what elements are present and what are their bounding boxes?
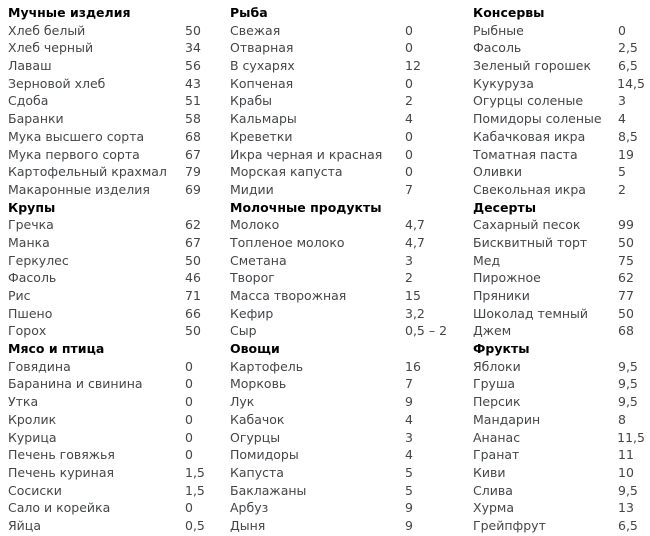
food-value: 0 xyxy=(185,358,193,374)
food-value: 56 xyxy=(185,58,201,74)
food-name: Помидоры соленые xyxy=(473,111,602,127)
food-value: 12 xyxy=(405,58,421,74)
food-value: 0 xyxy=(405,164,413,180)
section-title: Консервы xyxy=(473,5,545,20)
section-header-row xyxy=(230,340,460,358)
food-value: 77 xyxy=(618,288,634,303)
food-name: Хлеб белый xyxy=(8,22,86,38)
food-row xyxy=(230,75,460,93)
food-name: Креветки xyxy=(230,128,293,144)
food-name: Икра черная и красная xyxy=(230,146,383,162)
food-row xyxy=(473,269,645,287)
table-column-1 xyxy=(8,4,226,535)
food-row xyxy=(473,446,645,464)
food-name: Топленое молоко xyxy=(230,234,345,250)
food-row xyxy=(8,92,226,110)
food-value: 0 xyxy=(185,376,193,392)
section-title: Мясо и птица xyxy=(8,341,105,357)
food-name: Кабачковая икра xyxy=(473,128,586,144)
food-value: 13 xyxy=(618,500,634,516)
food-value: 15 xyxy=(405,288,421,303)
food-value: 4 xyxy=(405,111,413,127)
food-value: 34 xyxy=(185,40,201,56)
food-name: Кальмары xyxy=(230,111,297,127)
food-name: Молоко xyxy=(230,217,280,233)
food-row xyxy=(473,22,645,40)
food-value: 67 xyxy=(185,146,201,162)
food-value: 2 xyxy=(405,270,413,286)
food-value: 5 xyxy=(405,464,413,480)
food-name: Сахарный песок xyxy=(473,217,581,233)
food-value: 9,5 xyxy=(618,482,638,498)
food-row xyxy=(473,411,645,429)
food-row xyxy=(8,446,226,464)
food-value: 10 xyxy=(618,464,634,480)
food-value: 0 xyxy=(185,447,193,463)
food-name: Фасоль xyxy=(8,270,57,286)
food-value: 68 xyxy=(185,128,201,144)
food-value: 4,7 xyxy=(405,234,425,250)
food-name: Говядина xyxy=(8,358,71,374)
food-value: 1,5 xyxy=(185,464,205,480)
food-row xyxy=(473,375,645,393)
food-name: Оливки xyxy=(473,164,522,180)
section-header-row xyxy=(8,4,226,22)
food-name: Пряники xyxy=(473,288,530,303)
food-row xyxy=(473,499,645,517)
food-name: Копченая xyxy=(230,75,294,91)
food-value: 9 xyxy=(405,517,413,533)
section-header-row xyxy=(473,340,645,358)
food-name: Печень куриная xyxy=(8,464,115,480)
food-row xyxy=(8,499,226,517)
food-row xyxy=(473,163,645,181)
food-name: Кабачок xyxy=(230,411,285,427)
food-row xyxy=(230,163,460,181)
food-row xyxy=(230,429,460,447)
food-value: 6,5 xyxy=(618,58,638,74)
food-row xyxy=(8,110,226,128)
food-row xyxy=(230,252,460,270)
food-row xyxy=(8,146,226,164)
food-row xyxy=(473,128,645,146)
food-value: 50 xyxy=(185,323,201,339)
food-row xyxy=(8,75,226,93)
food-row xyxy=(230,128,460,146)
food-row xyxy=(8,464,226,482)
food-row xyxy=(230,411,460,429)
food-row xyxy=(230,92,460,110)
food-name: Киви xyxy=(473,464,506,480)
section-title: Крупы xyxy=(8,199,56,215)
food-name: Арбуз xyxy=(230,500,269,516)
food-value: 0 xyxy=(185,394,193,410)
food-value: 50 xyxy=(185,22,201,38)
food-name: Груша xyxy=(473,376,516,392)
food-row xyxy=(8,252,226,270)
food-name: Сметана xyxy=(230,252,287,268)
food-name: Кефир xyxy=(230,305,274,321)
food-name: Шоколад темный xyxy=(473,305,589,321)
food-name: Мидии xyxy=(230,181,274,197)
food-row xyxy=(230,305,460,323)
food-row xyxy=(473,287,645,305)
food-value: 50 xyxy=(185,252,201,268)
food-name: Курица xyxy=(8,429,57,445)
food-row xyxy=(8,393,226,411)
food-row xyxy=(473,234,645,252)
food-value: 0 xyxy=(405,22,413,38)
food-row xyxy=(473,75,645,93)
food-row xyxy=(230,499,460,517)
food-row xyxy=(8,517,226,535)
food-value: 3 xyxy=(405,252,413,268)
food-name: Мука первого сорта xyxy=(8,146,140,162)
section-title: Молочные продукты xyxy=(230,199,382,215)
food-row xyxy=(473,322,645,340)
food-row xyxy=(230,181,460,199)
food-row xyxy=(8,429,226,447)
food-name: Яблоки xyxy=(473,358,521,374)
food-row xyxy=(230,287,460,305)
food-value: 4 xyxy=(618,111,626,127)
food-value: 4 xyxy=(405,447,413,463)
food-name: Свежая xyxy=(230,22,281,38)
food-name: Лаваш xyxy=(8,58,52,74)
food-value: 0,5 xyxy=(185,517,205,533)
food-value: 50 xyxy=(618,305,634,321)
food-value: 5 xyxy=(618,164,626,180)
food-row xyxy=(230,464,460,482)
section-title: Рыба xyxy=(230,5,268,20)
food-value: 19 xyxy=(618,146,634,162)
food-row xyxy=(230,322,460,340)
section-title: Фрукты xyxy=(473,341,530,357)
food-row xyxy=(8,411,226,429)
food-name: Мандарин xyxy=(473,411,541,427)
food-name: Пшено xyxy=(8,305,53,321)
food-name: Утка xyxy=(8,394,39,410)
food-name: Огурцы соленые xyxy=(473,93,584,109)
food-row xyxy=(8,287,226,305)
food-row xyxy=(8,39,226,57)
food-value: 50 xyxy=(618,234,634,250)
food-value: 4,7 xyxy=(405,217,425,233)
food-value: 9,5 xyxy=(618,358,638,374)
food-name: Помидоры xyxy=(230,447,299,463)
food-row xyxy=(8,216,226,234)
food-value: 9 xyxy=(405,394,413,410)
food-name: Дыня xyxy=(230,517,266,533)
food-name: Персик xyxy=(473,394,521,410)
food-row xyxy=(230,393,460,411)
food-row xyxy=(230,234,460,252)
food-row xyxy=(8,22,226,40)
food-value: 46 xyxy=(185,270,201,286)
food-value: 0 xyxy=(618,22,626,38)
food-value: 69 xyxy=(185,181,201,197)
section-title: Овощи xyxy=(230,341,280,357)
food-name: Сосиски xyxy=(8,482,62,498)
food-value: 0 xyxy=(405,128,413,144)
food-name: Бисквитный торт xyxy=(473,234,588,250)
food-name: Рыбные xyxy=(473,22,524,38)
section-header-row xyxy=(8,340,226,358)
food-row xyxy=(8,482,226,500)
food-row xyxy=(230,57,460,75)
food-value: 7 xyxy=(405,376,413,392)
food-row xyxy=(473,305,645,323)
food-value: 66 xyxy=(185,305,201,321)
food-row xyxy=(8,358,226,376)
food-row xyxy=(230,146,460,164)
food-value: 62 xyxy=(618,270,634,286)
food-value: 79 xyxy=(185,164,201,180)
food-row xyxy=(8,305,226,323)
food-value: 0 xyxy=(185,411,193,427)
food-value: 4 xyxy=(405,411,413,427)
food-row xyxy=(230,39,460,57)
food-name: Баранина и свинина xyxy=(8,376,143,392)
food-value: 2 xyxy=(405,93,413,109)
food-value: 3,2 xyxy=(405,305,425,321)
food-name: Отварная xyxy=(230,40,294,56)
food-value: 16 xyxy=(405,358,421,374)
food-name: Масса творожная xyxy=(230,288,347,303)
food-row xyxy=(473,358,645,376)
food-value: 0 xyxy=(405,146,413,162)
table-column-3 xyxy=(473,4,645,535)
section-title: Десерты xyxy=(473,199,536,215)
food-name: Баранки xyxy=(8,111,64,127)
food-value: 8,5 xyxy=(618,128,638,144)
food-name: Джем xyxy=(473,323,512,339)
food-name: В сухарях xyxy=(230,58,295,74)
food-value: 62 xyxy=(185,217,201,233)
food-row xyxy=(8,128,226,146)
food-name: Сдоба xyxy=(8,93,49,109)
food-row xyxy=(230,358,460,376)
food-value: 7 xyxy=(405,181,413,197)
food-row xyxy=(230,482,460,500)
food-row xyxy=(230,446,460,464)
food-value: 0 xyxy=(185,429,193,445)
food-row xyxy=(8,57,226,75)
food-name: Фасоль xyxy=(473,40,522,56)
food-row xyxy=(473,464,645,482)
food-value: 0 xyxy=(185,500,193,516)
food-row xyxy=(473,429,645,447)
food-value: 6,5 xyxy=(618,517,638,533)
food-row xyxy=(8,234,226,252)
food-name: Макаронные изделия xyxy=(8,181,150,197)
food-name: Гранат xyxy=(473,447,520,463)
food-name: Слива xyxy=(473,482,513,498)
food-name: Капуста xyxy=(230,464,284,480)
food-name: Пирожное xyxy=(473,270,541,286)
food-name: Зеленый горошек xyxy=(473,58,591,74)
food-row xyxy=(473,181,645,199)
food-row xyxy=(230,517,460,535)
food-value: 2,5 xyxy=(618,40,638,56)
food-name: Картофель xyxy=(230,358,304,374)
food-value: 58 xyxy=(185,111,201,127)
food-value: 75 xyxy=(618,252,634,268)
food-row xyxy=(230,22,460,40)
food-row xyxy=(8,163,226,181)
food-value: 9,5 xyxy=(618,376,638,392)
food-row xyxy=(230,216,460,234)
food-name: Кролик xyxy=(8,411,57,427)
food-name: Хлеб черный xyxy=(8,40,94,56)
food-row xyxy=(473,482,645,500)
food-name: Горох xyxy=(8,323,47,339)
food-row xyxy=(230,110,460,128)
food-row xyxy=(473,92,645,110)
food-name: Гречка xyxy=(8,217,54,233)
section-header-row xyxy=(230,199,460,217)
food-value: 11,5 xyxy=(617,429,645,445)
food-name: Томатная паста xyxy=(473,146,578,162)
food-value: 99 xyxy=(618,217,634,233)
food-name: Огурцы xyxy=(230,429,281,445)
food-row xyxy=(8,269,226,287)
food-name: Зерновой хлеб xyxy=(8,75,106,91)
food-value: 67 xyxy=(185,234,201,250)
food-value: 68 xyxy=(618,323,634,339)
food-value: 8 xyxy=(618,411,626,427)
food-value: 5 xyxy=(405,482,413,498)
food-name: Яйца xyxy=(8,517,41,533)
food-row xyxy=(473,393,645,411)
food-row xyxy=(473,216,645,234)
food-name: Морковь xyxy=(230,376,287,392)
food-value: 14,5 xyxy=(617,75,645,91)
food-row xyxy=(473,252,645,270)
food-name: Картофельный крахмал xyxy=(8,164,167,180)
food-row xyxy=(473,146,645,164)
food-name: Лук xyxy=(230,394,255,410)
food-row xyxy=(230,375,460,393)
food-row xyxy=(8,322,226,340)
food-name: Крабы xyxy=(230,93,273,109)
food-name: Кукуруза xyxy=(473,75,534,91)
food-name: Сало и корейка xyxy=(8,500,111,516)
food-value: 71 xyxy=(185,288,201,303)
section-header-row xyxy=(230,4,460,22)
food-value: 3 xyxy=(405,429,413,445)
food-value: 3 xyxy=(618,93,626,109)
food-name: Грейпфрут xyxy=(473,517,546,533)
food-value: 0 xyxy=(405,40,413,56)
table-column-2 xyxy=(230,4,460,535)
food-value: 43 xyxy=(185,75,201,91)
food-name: Печень говяжья xyxy=(8,447,115,463)
food-name: Морская капуста xyxy=(230,164,343,180)
food-row xyxy=(473,57,645,75)
section-header-row xyxy=(473,199,645,217)
food-name: Ананас xyxy=(473,429,521,445)
food-row xyxy=(473,110,645,128)
food-row xyxy=(8,375,226,393)
food-name: Мед xyxy=(473,252,501,268)
food-name: Свекольная икра xyxy=(473,181,586,197)
section-header-row xyxy=(8,199,226,217)
food-value: 51 xyxy=(185,93,201,109)
food-row xyxy=(8,181,226,199)
food-value: 1,5 xyxy=(185,482,205,498)
food-row xyxy=(473,39,645,57)
food-row xyxy=(473,517,645,535)
food-value: 2 xyxy=(618,181,626,197)
section-header-row xyxy=(473,4,645,22)
food-value: 9 xyxy=(405,500,413,516)
food-value: 11 xyxy=(618,447,634,463)
food-value: 0,5 – 2 xyxy=(405,323,448,339)
food-name: Баклажаны xyxy=(230,482,307,498)
section-title: Мучные изделия xyxy=(8,5,131,20)
food-value: 9,5 xyxy=(618,394,638,410)
food-name: Геркулес xyxy=(8,252,69,268)
food-name: Хурма xyxy=(473,500,514,516)
food-row xyxy=(230,269,460,287)
food-name: Творог xyxy=(230,270,275,286)
food-name: Рис xyxy=(8,288,31,303)
food-name: Мука высшего сорта xyxy=(8,128,145,144)
food-name: Сыр xyxy=(230,323,257,339)
food-name: Манка xyxy=(8,234,50,250)
food-value: 0 xyxy=(405,75,413,91)
